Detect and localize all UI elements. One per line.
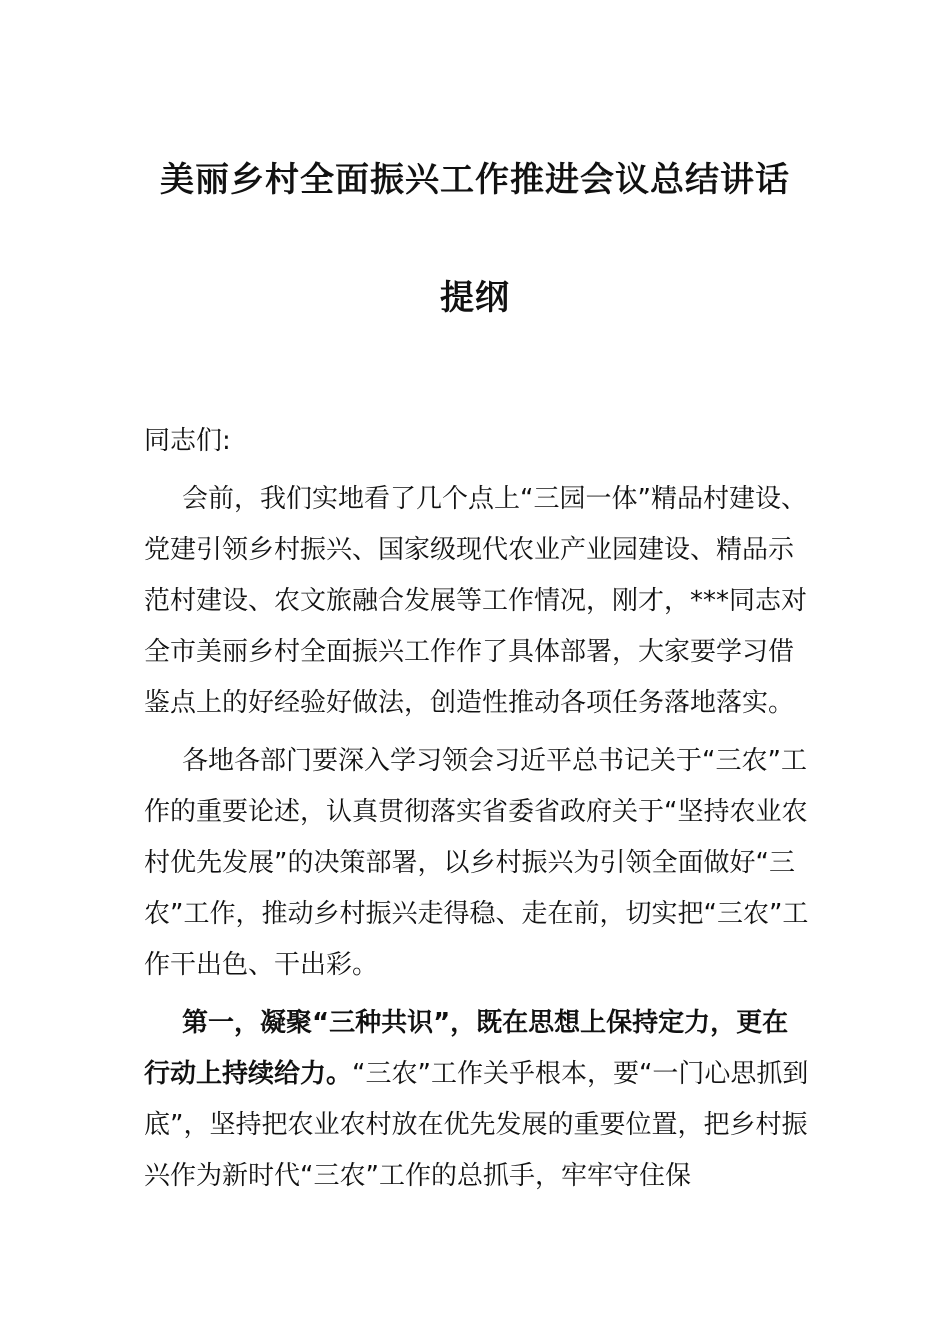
salutation: 同志们: <box>144 426 231 456</box>
document-title-line-1: 美丽乡村全面振兴工作推进会议总结讲话 <box>160 160 790 200</box>
section-1-paragraph <box>144 998 812 1202</box>
paragraph-1: 会前，我们实地看了几个点上“三园一体”精品村建设、党建引领乡村振兴、国家级现代农业产业园建设、精品示范村建设、农文旅融合发展等工作情况，刚才，***同志对全市美丽乡村全面振兴工作作了具体部署，大家要学习借鉴点上的好经验好做法，创造性推动各项任务落地落实。 <box>144 484 808 718</box>
section-1-heading: 第一，凝聚“三种共识”，既在思想上保持定力，更在行动上持续给力。 <box>144 1008 789 1089</box>
section-1-body: “三农”工作关乎根本，要“一门心思抓到底”，坚持把农业农村放在优先发展的重要位置，把乡村振兴作为新时代“三农”工作的总抓手，牢牢守住保 <box>144 1059 809 1191</box>
paragraph-2: 各地各部门要深入学习领会习近平总书记关于“三农”工作的重要论述，认真贯彻落实省委省政府关于“坚持农业农村优先发展”的决策部署，以乡村振兴为引领全面做好“三农”工作，推动乡村振兴走得稳、走在前，切实把“三农”工作干出色、干出彩。 <box>144 746 809 980</box>
document-title-line-2: 提纲 <box>440 278 510 318</box>
